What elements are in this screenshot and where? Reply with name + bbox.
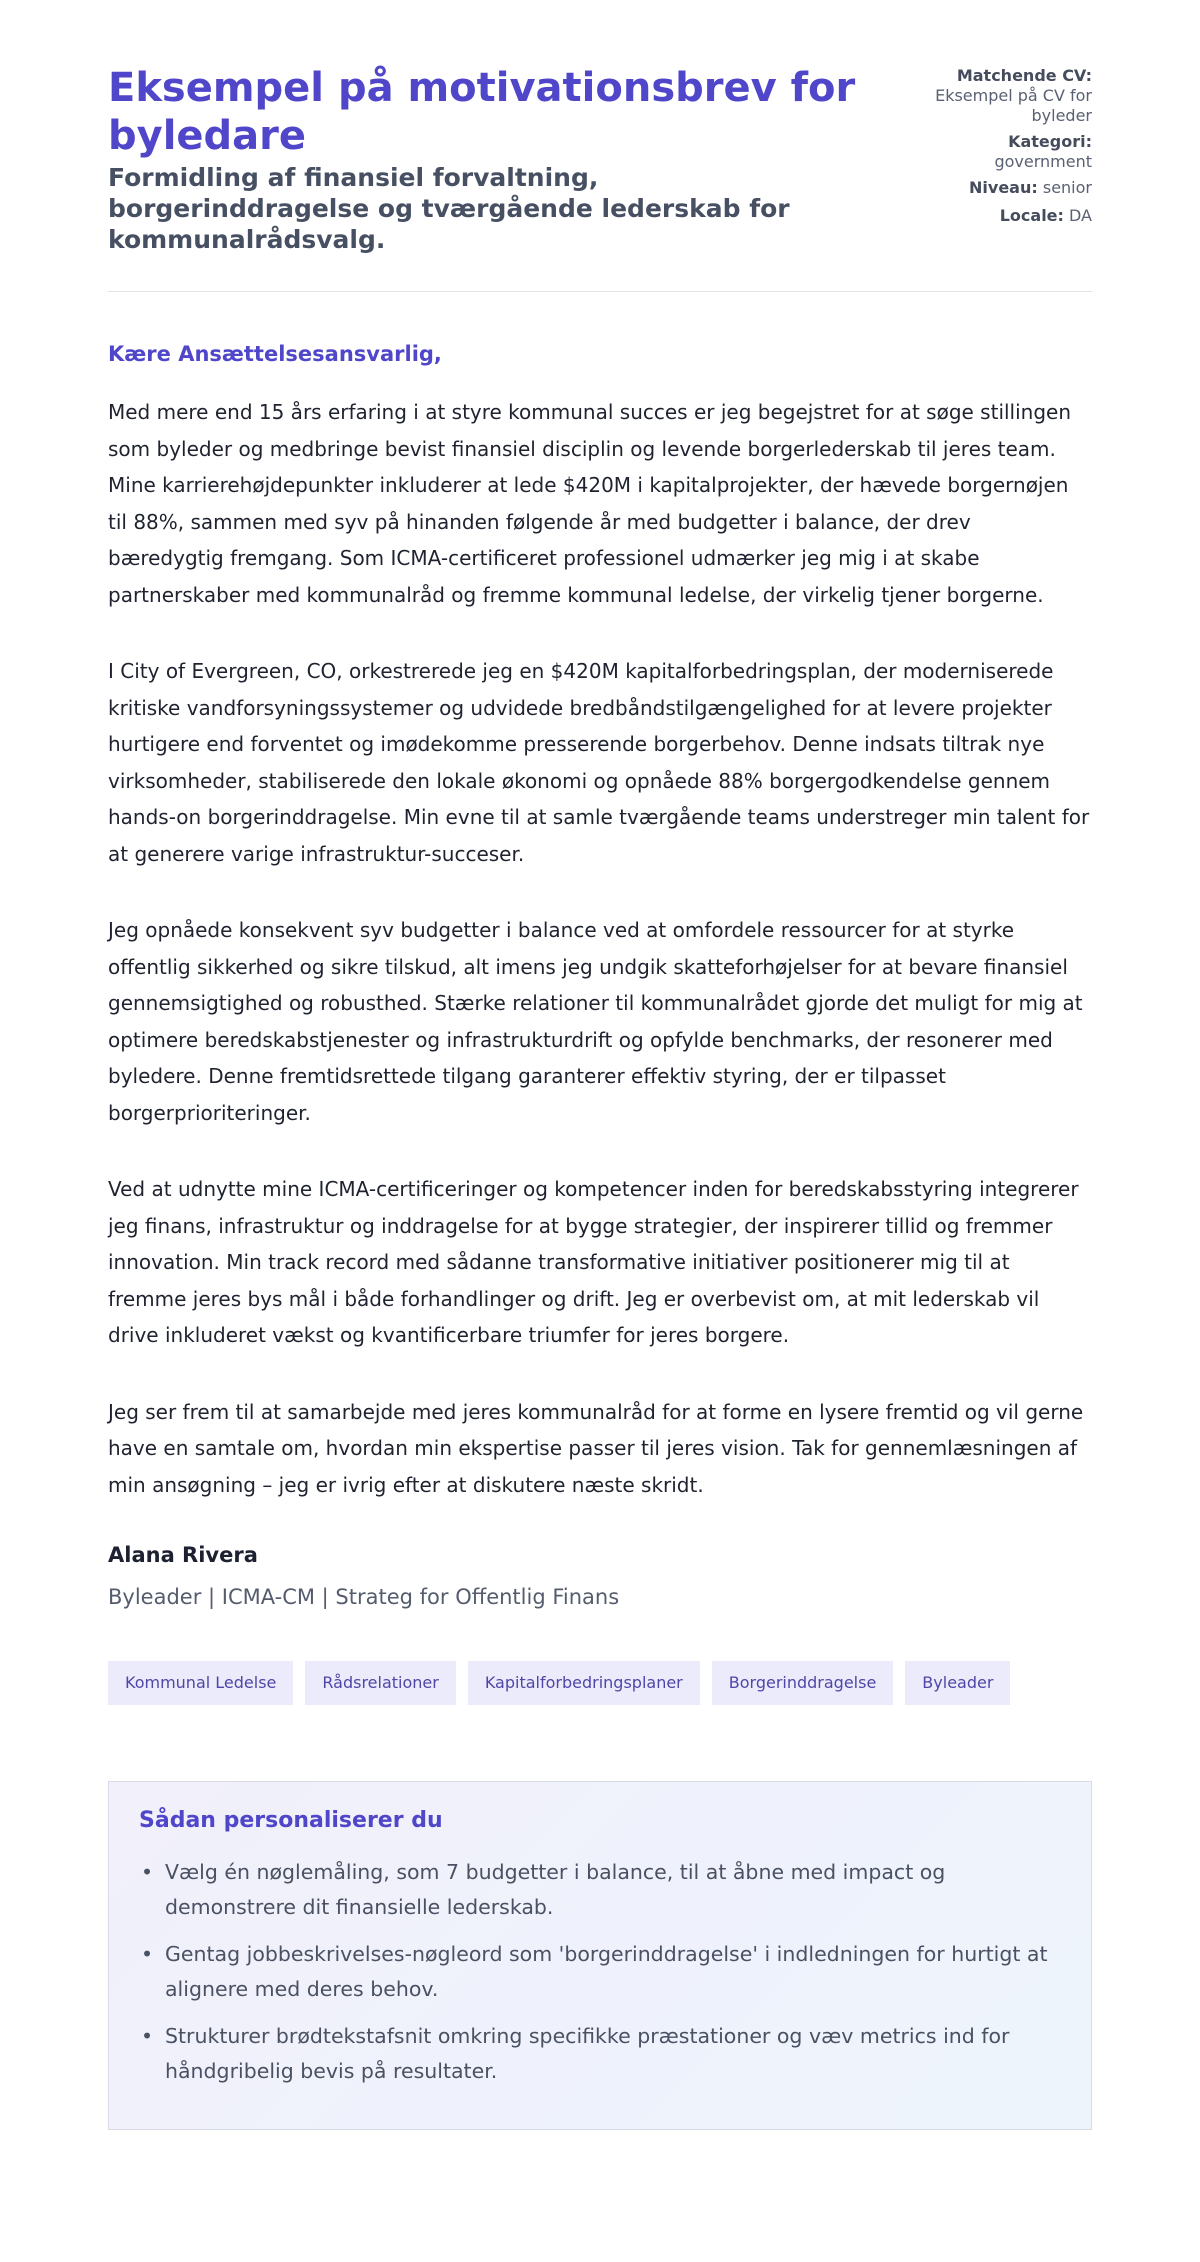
meta-locale-value: DA [1069,206,1092,225]
meta-panel [892,64,1092,234]
meta-locale [892,206,1092,226]
tag-item[interactable]: Borgerinddragelse [712,1661,894,1705]
meta-level-label: Niveau: [969,178,1038,197]
page-subtitle: Formidling af finansiel forvaltning, borgerinddragelse og tværgående lederskab for kommunalrådsvalg. [108,163,790,254]
tag-list [108,1661,1092,1705]
tag-item[interactable]: Kommunal Ledelse [108,1661,293,1705]
tag-item[interactable]: Rådsrelationer [305,1661,455,1705]
bullet-icon: • [141,1860,154,1884]
meta-level [892,178,1092,198]
meta-level-value: senior [1042,178,1092,197]
tag-item[interactable]: Kapitalforbedringsplaner [468,1661,700,1705]
tag-item[interactable]: Byleader [905,1661,1010,1705]
signature-name: Alana Rivera [108,1543,258,1567]
tips-list [139,1855,1061,2089]
list-item [139,2019,1061,2089]
meta-category [892,132,1092,172]
letter-greeting: Kære Ansættelsesansvarlig, [108,342,442,366]
list-item [139,1937,1061,2007]
signature-title: Byleader | ICMA-CM | Strateg for Offentlig Finans [108,1585,620,1609]
bullet-icon: • [141,1942,154,1966]
letter-paragraph-2: I City of Evergreen, CO, orkestrerede jeg en $420M kapitalforbedringsplan, der moderniserede kritiske vandforsyningssystemer og udvidede bredbåndstilgængelighed for at levere projekter hurtigere end forventet og imødekomme presserende borgerbehov. Denne indsats tiltrak nye virksomheder, stabiliserede den lokale økonomi og opnåede 88% borgergodkendelse gennem hands-on borgerinddragelse. Min evne til at samle tværgående teams understreger min talent for at generere varige infrastruktur-succeser. [108,659,1090,866]
tip-text: Gentag jobbeskrivelses-nøgleord som 'borgerinddragelse' i indledningen for hurtigt at alignere med deres behov. [165,1942,1048,2001]
list-item [139,1855,1061,1925]
letter-body [108,394,1092,1503]
meta-cv-value[interactable]: Eksempel på CV for byleder [935,86,1092,125]
letter-paragraph-1: Med mere end 15 års erfaring i at styre kommunal succes er jeg begejstret for at søge stillingen som byleder og medbringe bevist finansiel disciplin og levende borgerlederskab til jeres team. Mine karrierehøjdepunkter inkluderer at lede $420M i kapitalprojekter, der hævede borgernøjen til 88%, sammen med syv på hinanden følgende år med budgetter i balance, der drev bæredygtig fremgang. Som ICMA-certificeret professionel udmærker jeg mig i at skabe partnerskaber med kommunalråd og fremme kommunal ledelse, der virkelig tjener borgerne. [108,400,1072,607]
letter-paragraph-5: Jeg ser frem til at samarbejde med jeres kommunalråd for at forme en lysere fremtid og vil gerne have en samtale om, hvordan min ekspertise passer til jeres vision. Tak for gennemlæsningen af min ansøgning – jeg er ivrig efter at diskutere næste skridt. [108,1399,1084,1497]
meta-category-label: Kategori: [1008,132,1092,151]
header-left [108,64,868,255]
tip-text: Vælg én nøglemåling, som 7 budgetter i balance, til at åbne med impact og demonstrere dit finansielle lederskab. [165,1860,946,1919]
meta-category-value: government [994,152,1092,171]
tips-title: Sådan personaliserer du [139,1808,443,1833]
bullet-icon: • [141,2024,154,2048]
meta-cv [892,66,1092,126]
tip-text: Strukturer brødtekstafsnit omkring specifikke præstationer og væv metrics ind for håndgribelig bevis på resultater. [165,2024,1010,2083]
letter-paragraph-3: Jeg opnåede konsekvent syv budgetter i balance ved at omfordele ressourcer for at styrke offentlig sikkerhed og sikre tilskud, alt imens jeg undgik skatteforhøjelser for at bevare finansiel gennemsigtighed og robusthed. Stærke relationer til kommunalrådet gjorde det muligt for mig at optimere beredskabstjenester og infrastrukturdrift og opfylde benchmarks, der resonerer med byledere. Denne fremtidsrettede tilgang garanterer effektiv styring, der er tilpasset borgerprioriteringer. [108,918,1083,1125]
letter-paragraph-4: Ved at udnytte mine ICMA-certificeringer og kompetencer inden for beredskabsstyring integrerer jeg finans, infrastruktur og inddragelse for at bygge strategier, der inspirerer tillid og fremmer innovation. Min track record med sådanne transformative initiativer positionerer mig til at fremme jeres bys mål i både forhandlinger og drift. Jeg er overbevist om, at mit lederskab vil drive inkluderet vækst og kvantificerbare triumfer for jeres borgere. [108,1177,1079,1347]
page-title: Eksempel på motivationsbrev for byledare [108,65,856,159]
tips-box [108,1781,1092,2130]
meta-locale-label: Locale: [999,206,1064,225]
header [108,64,1092,292]
meta-cv-label: Matchende CV: [956,66,1092,85]
